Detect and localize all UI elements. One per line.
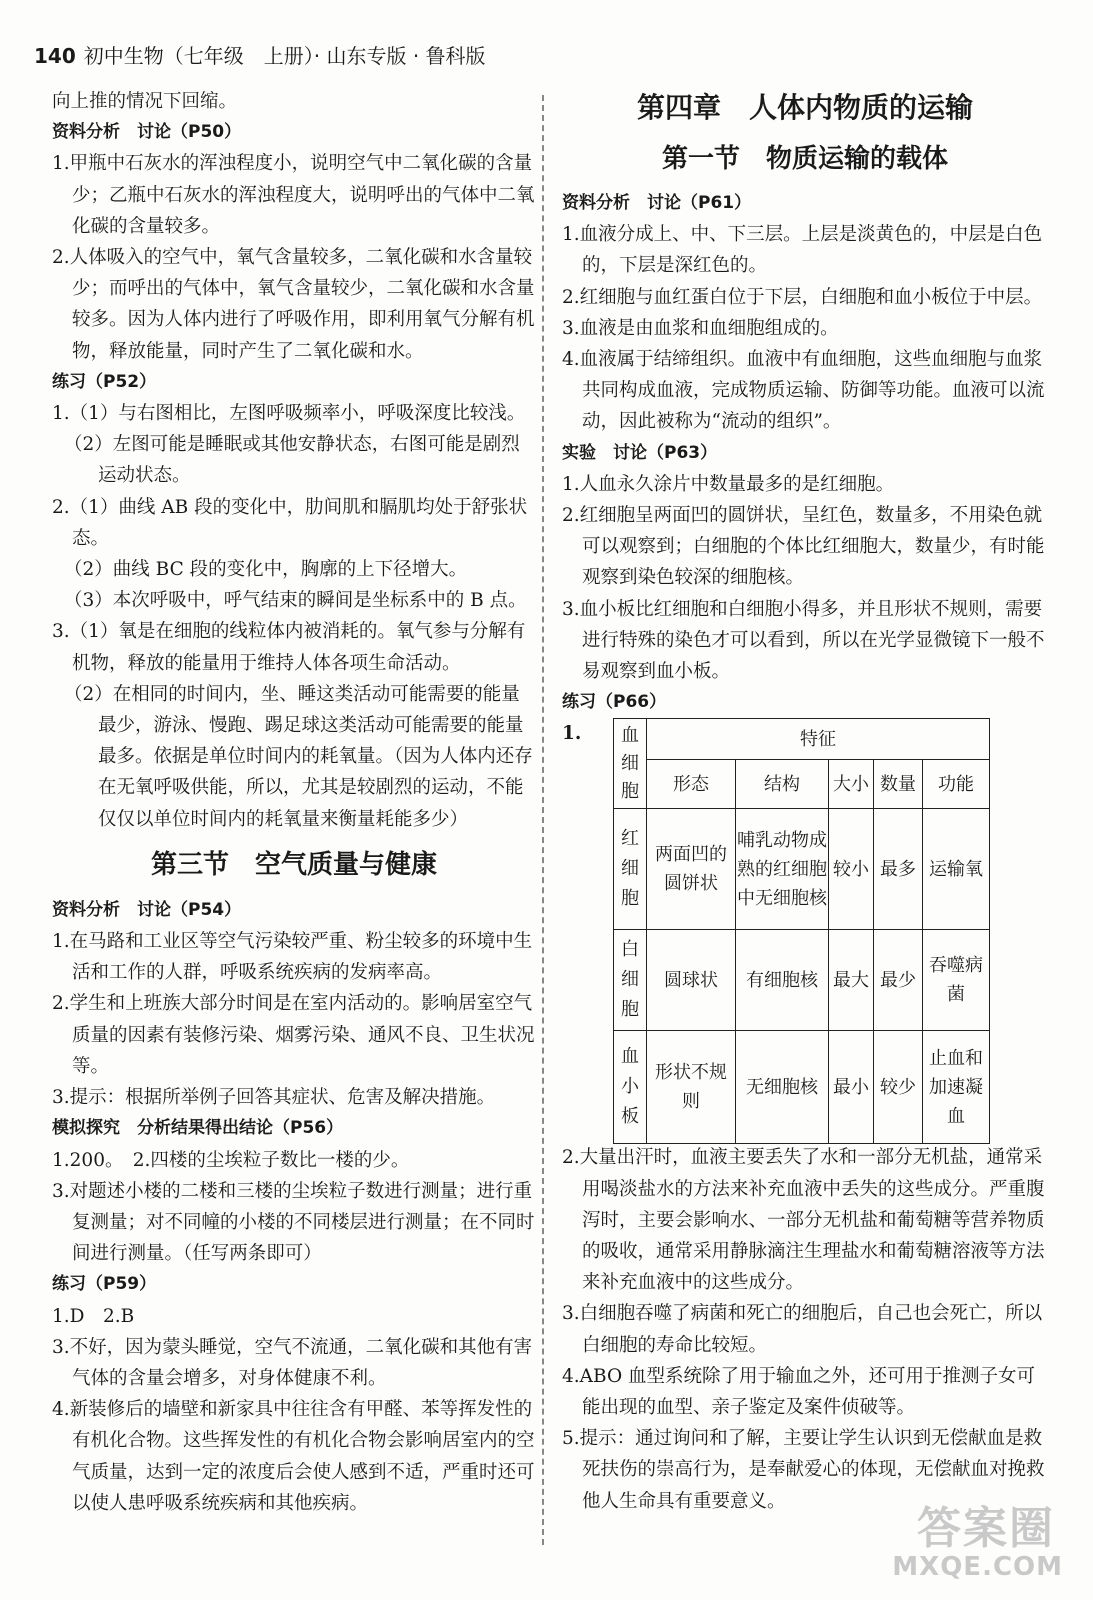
- table-cell: 两面凹的圆饼状: [647, 809, 736, 930]
- section-heading: 资料分析 讨论（P50）: [52, 122, 242, 143]
- answer-item: 2.大量出汗时，血液主要丢失了水和一部分无机盐，通常采用喝淡盐水的方法来补充血液中丢失的这些成分。严重腹泻时，主要会影响水、一部分无机盐和葡萄糖等营养物质的吸收，通常采用静脉滴注生理盐水和葡萄糖溶液等方法来补充血液中的这些成分。: [562, 1147, 1045, 1294]
- table-block: [562, 718, 1048, 1142]
- answer-item: 2.（1）曲线 AB 段的变化中，肋间肌和膈肌均处于舒张状态。: [52, 496, 528, 549]
- row-name: 红细胞: [614, 809, 647, 930]
- answer-item: 1.200。 2.四楼的尘埃粒子数比一楼的少。: [52, 1149, 410, 1171]
- col-header: 大小: [829, 760, 874, 809]
- section-title: 第一节 物质运输的载体: [661, 144, 948, 174]
- answer-item: 3.血液是由血浆和血细胞组成的。: [562, 317, 839, 339]
- section-heading: 练习（P52）: [52, 371, 157, 392]
- table-cell: 最大: [829, 930, 874, 1031]
- answer-item: 2.红细胞与血红蛋白位于下层，白细胞和血小板位于中层。: [562, 286, 1043, 308]
- answer-item: 1.在马路和工业区等空气污染较严重、粉尘较多的环境中生活和工作的人群，呼吸系统疾病的发病率高。: [52, 931, 533, 984]
- answer-subitem: （2）曲线 BC 段的变化中，胸廓的上下径增大。: [64, 559, 468, 581]
- col-header: 结构: [736, 760, 829, 809]
- answer-item: 3.白细胞吞噬了病菌和死亡的细胞后，自己也会死亡，所以白细胞的寿命比较短。: [562, 1303, 1043, 1356]
- book-title: 初中生物（七年级 上册）· 山东专版 · 鲁科版: [83, 44, 486, 68]
- answer-item: 2.人体吸入的空气中，氧气含量较多，二氧化碳和水含量较少；而呼出的气体中，氧气含量较少，二氧化碳和水含量较多。因为人体内进行了呼吸作用，即利用氧气分解有机物，释放能量，同时产生了二氧化碳和水。: [52, 247, 535, 362]
- answer-item: 1.（1）与右图相比，左图呼吸频率小，呼吸深度比较浅。: [52, 403, 526, 425]
- row-name: 白细胞: [614, 930, 647, 1031]
- section-heading: 模拟探究 分析结果得出结论（P56）: [52, 1118, 344, 1139]
- watermark-text: 答案圈: [917, 1503, 1055, 1554]
- right-column: [562, 86, 1048, 1517]
- section-title: 第三节 空气质量与健康: [150, 849, 437, 880]
- column-divider: [542, 95, 544, 1545]
- answer-item: 5.提示：通过询问和了解，主要让学生认识到无偿献血是救死扶伤的崇高行为，是奉献爱心的体现，无偿献血对挽救他人生命具有重要意义。: [562, 1428, 1045, 1512]
- row-name: 血小板: [614, 1031, 647, 1144]
- section-heading: 实验 讨论（P63）: [562, 442, 718, 463]
- table-cell: 圆球状: [647, 930, 736, 1031]
- answer-item: 1.血液分成上、中、下三层。上层是淡黄色的，中层是白色的，下层是深红色的。: [562, 224, 1043, 277]
- answer-item: 3.血小板比红细胞和白细胞小得多，并且形状不规则，需要进行特殊的染色才可以看到，所以在光学显微镜下一般不易观察到血小板。: [562, 598, 1045, 683]
- left-column: [52, 86, 536, 1519]
- blood-cell-table: [613, 718, 990, 1144]
- table-cell: 运输氧: [923, 809, 990, 930]
- answer-item: 3.对题述小楼的二楼和三楼的尘埃粒子数进行测量；进行重复测量；对不同幢的小楼的不同楼层进行测量；在不同时间进行测量。（任写两条即可）: [52, 1180, 535, 1265]
- answer-subitem: （2）左图可能是睡眠或其他安静状态，右图可能是剧烈运动状态。: [64, 434, 520, 487]
- answer-item: 4.ABO 血型系统除了用于输血之外，还可用于推测子女可能出现的血型、亲子鉴定及案件侦破等。: [562, 1365, 1035, 1419]
- table-cell: 最少: [874, 930, 923, 1031]
- answer-item: 1.甲瓶中石灰水的浑浊程度小，说明空气中二氧化碳的含量少；乙瓶中石灰水的浑浊程度大，说明呼出的气体中二氧化碳的含量较多。: [52, 153, 535, 237]
- answer-item: 3.不好，因为蒙头睡觉，空气不流通，二氧化碳和其他有害气体的含量会增多，对身体健康不利。: [52, 1336, 533, 1389]
- answer-item: 2.红细胞呈两面凹的圆饼状，呈红色，数量多，不用染色就可以观察到；白细胞的个体比红细胞大，数量少，有时能观察到染色较深的细胞核。: [562, 505, 1045, 589]
- answer-item: 2.学生和上班族大部分时间是在室内活动的。影响居室空气质量的因素有装修污染、烟雾污染、通风不良、卫生状况等。: [52, 993, 535, 1077]
- answer-item: 4.新装修后的墙壁和新家具中往往含有甲醛、苯等挥发性的有机化合物。这些挥发性的有机化合物会影响居室内的空气质量，达到一定的浓度后会使人感到不适，严重时还可以使人患呼吸系统疾病和其他疾病。: [52, 1399, 535, 1514]
- col-header: 数量: [874, 760, 923, 809]
- section-heading: 练习（P59）: [52, 1274, 157, 1295]
- table-item-number: 1.: [562, 723, 582, 745]
- table-cell: 形状不规则: [647, 1031, 736, 1144]
- table-cell: 有细胞核: [736, 930, 829, 1031]
- table-group-header: 特征: [647, 719, 990, 760]
- answer-item: 1.D 2.B: [52, 1305, 135, 1327]
- watermark-logo: [873, 1492, 1063, 1582]
- answer-subitem: （2）在相同的时间内，坐、睡这类活动可能需要的能量最少，游泳、慢跑、踢足球这类活动可能需要的能量最多。依据是单位时间内的耗氧量。（因为人体内还存在无氧呼吸供能，所以，尤其是较剧烈的运动，不能仅仅以单位时间内的耗氧量来衡量耗能多少）: [64, 683, 533, 830]
- answer-item: 3.提示：根据所举例子回答其症状、危害及解决措施。: [52, 1087, 496, 1109]
- answer-item: 3.（1）氧是在细胞的线粒体内被消耗的。氧气参与分解有机物，释放的能量用于维持人体各项生命活动。: [52, 621, 526, 674]
- table-cell: 哺乳动物成熟的红细胞中无细胞核: [736, 809, 829, 930]
- col-header: 形态: [647, 760, 736, 809]
- table-cell: 无细胞核: [736, 1031, 829, 1144]
- answer-item: 1.人血永久涂片中数量最多的是红细胞。: [562, 473, 895, 495]
- answer-item: 4.血液属于结缔组织。血液中有血细胞，这些血细胞与血浆共同构成血液，完成物质运输、防御等功能。血液可以流动，因此被称为“流动的组织”。: [562, 349, 1045, 433]
- table-corner: 血细胞: [614, 719, 647, 809]
- table-cell: 止血和加速凝血: [923, 1031, 990, 1144]
- section-heading: 资料分析 讨论（P61）: [562, 193, 752, 213]
- continued-text: 向上推的情况下回缩。: [52, 91, 238, 112]
- table-cell: 较少: [874, 1031, 923, 1144]
- answer-subitem: （3）本次呼吸中，呼气结束的瞬间是坐标系中的 B 点。: [64, 590, 527, 612]
- table-cell: 吞噬病菌: [923, 930, 990, 1031]
- col-header: 功能: [923, 760, 990, 809]
- chapter-title: 第四章 人体内物质的运输: [636, 91, 973, 124]
- watermark-url: MXQE.COM: [892, 1552, 1063, 1582]
- section-heading: 练习（P66）: [562, 692, 667, 713]
- page-header: [34, 40, 486, 69]
- page-number: 140: [34, 44, 76, 68]
- table-cell: 最小: [829, 1031, 874, 1144]
- table-cell: 较小: [829, 809, 874, 930]
- section-heading: 资料分析 讨论（P54）: [52, 899, 242, 920]
- table-cell: 最多: [874, 809, 923, 930]
